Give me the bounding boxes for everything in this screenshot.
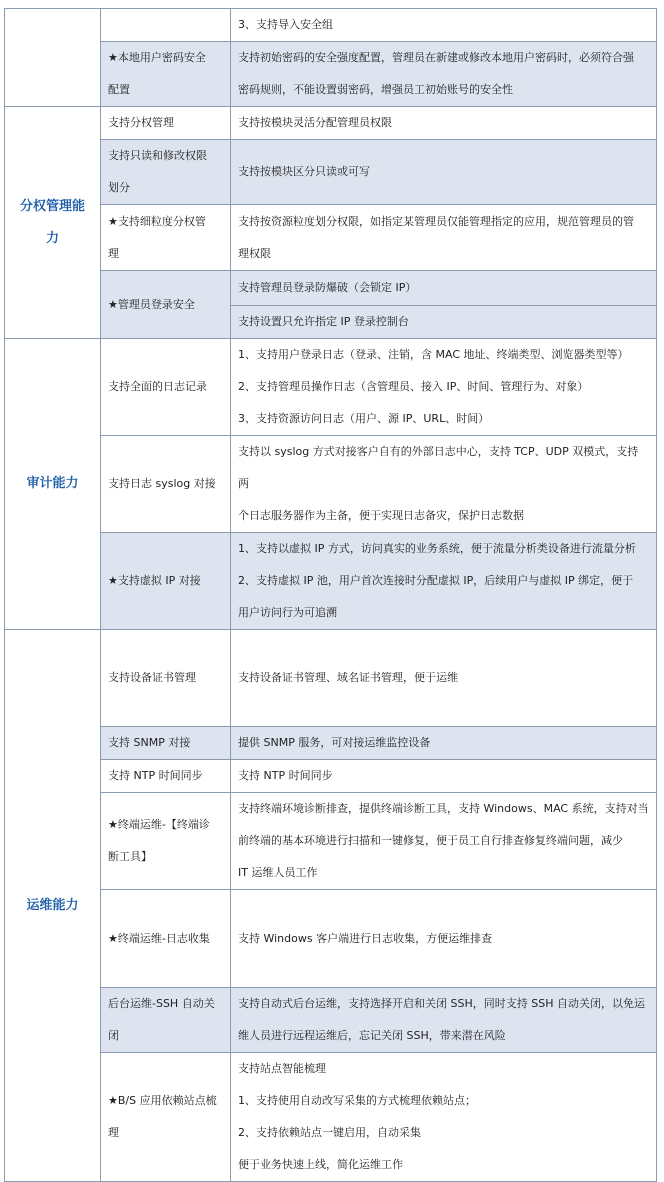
table-row (5, 1053, 657, 1182)
feature-description-line: 密码规则，不能设置弱密码，增强员工初始账号的安全性 (238, 83, 513, 96)
feature-description-line: 2、支持依赖站点一键启用，自动采集 (238, 1126, 421, 1139)
section-category-cell (5, 107, 101, 339)
feature-description-cell (231, 9, 657, 42)
feature-description-line: 1、支持使用自动改写采集的方式梳理依赖站点； (238, 1094, 476, 1107)
feature-name-cell (101, 205, 231, 271)
table-row (5, 42, 657, 107)
feature-name-line: 支持设备证书管理 (108, 671, 196, 684)
feature-description-cell (231, 988, 657, 1053)
feature-description-line: 用户访问行为可追溯 (238, 606, 337, 619)
feature-name-line: 理 (108, 246, 119, 260)
feature-name-line: ★支持虚拟 IP 对接 (108, 574, 201, 587)
feature-description-cell (231, 436, 657, 533)
feature-name-cell (101, 890, 231, 988)
feature-name-cell (101, 42, 231, 107)
section-category-label: 分权管理能 (19, 198, 85, 214)
feature-description-line: 提供 SNMP 服务，可对接运维监控设备 (238, 736, 431, 749)
feature-name-line: ★终端运维-【终端诊 (108, 818, 210, 831)
table-row (5, 271, 657, 306)
feature-description-line: 支持站点智能梳理 (238, 1062, 326, 1075)
feature-description-line: 支持初始密码的安全强度配置，管理员在新建或修改本地用户密码时，必须符合强 (238, 51, 634, 64)
table-row (5, 339, 657, 436)
feature-name-cell (101, 436, 231, 533)
feature-name-line: 支持全面的日志记录 (108, 380, 207, 393)
feature-description-cell (231, 339, 657, 436)
feature-description-cell (231, 140, 657, 205)
feature-description-line: 支持按模块区分只读或可写 (238, 165, 370, 178)
feature-description-cell (231, 205, 657, 271)
feature-description-line: 个日志服务器作为主备，便于实现日志备灾，保护日志数据 (238, 509, 524, 522)
feature-description-line: 支持设置只允许指定 IP 登录控制台 (238, 315, 409, 328)
feature-description-cell (231, 42, 657, 107)
feature-description-line: 支持 NTP 时间同步 (238, 769, 333, 782)
table-row (5, 630, 657, 727)
feature-name-line: 支持只读和修改权限 (108, 149, 207, 162)
feature-name-line: 后台运维-SSH 自动关 (108, 997, 215, 1010)
feature-description-line: 支持终端环境诊断排查，提供终端诊断工具，支持 Windows、MAC 系统，支持对当 (238, 802, 649, 815)
feature-name-line: 支持 SNMP 对接 (108, 736, 191, 749)
feature-description-line: 2、支持管理员操作日志（含管理员、接入 IP、时间、管理行为、对象） (238, 380, 589, 393)
section-category-cell (5, 339, 101, 630)
feature-name-line: ★B/S 应用依赖站点梳 (108, 1094, 217, 1107)
feature-name-cell (101, 793, 231, 890)
feature-description-line: 支持设备证书管理、域名证书管理，便于运维 (238, 671, 458, 684)
table-row (5, 760, 657, 793)
feature-description-line: IT 运维人员工作 (238, 866, 318, 879)
feature-description-line: 理权限 (238, 246, 271, 260)
table-row (5, 793, 657, 890)
feature-description-cell (231, 533, 657, 630)
feature-name-line: 支持分权管理 (108, 116, 174, 129)
table-row (5, 988, 657, 1053)
feature-description-line: 1、支持以虚拟 IP 方式，访问真实的业务系统，便于流量分析类设备进行流量分析 (238, 542, 636, 555)
feature-name-cell (101, 988, 231, 1053)
feature-description-line: 前终端的基本环境进行扫描和一键修复，便于员工自行排查修复终端问题，减少 (238, 834, 623, 847)
feature-description-line: 便于业务快速上线，简化运维工作 (238, 1158, 403, 1171)
feature-name-cell (101, 727, 231, 760)
feature-name-cell (101, 1053, 231, 1182)
feature-description-cell (231, 630, 657, 727)
table-row (5, 533, 657, 630)
feature-description-line: 支持按模块灵活分配管理员权限 (238, 116, 392, 129)
feature-name-line: ★本地用户密码安全 (108, 51, 206, 64)
section-category-label: 力 (45, 230, 59, 246)
feature-name-cell (101, 760, 231, 793)
feature-description-line: 支持 Windows 客户端进行日志收集，方便运维排查 (238, 931, 493, 945)
feature-spec-table (4, 8, 657, 1182)
feature-description-line: 支持以 syslog 方式对接客户自有的外部日志中心，支持 TCP、UDP 双模式，支持两 (238, 445, 639, 490)
feature-name-line: 理 (108, 1126, 119, 1139)
feature-name-line: ★管理员登录安全 (108, 297, 195, 311)
feature-description-cell (231, 890, 657, 988)
table-row (5, 107, 657, 140)
feature-description-line: 支持按资源粒度划分权限，如指定某管理员仅能管理指定的应用，规范管理员的管 (238, 214, 634, 228)
feature-description-line: 2、支持虚拟 IP 池，用户首次连接时分配虚拟 IP，后续用户与虚拟 IP 绑定，便于 (238, 574, 634, 587)
feature-description-cell (231, 793, 657, 890)
table-row (5, 436, 657, 533)
feature-description-cell (231, 107, 657, 140)
feature-name-line: 闭 (108, 1029, 119, 1042)
feature-description-line: 1、支持用户登录日志（登录、注销，含 MAC 地址、终端类型、浏览器类型等） (238, 348, 629, 361)
feature-name-line: ★终端运维-日志收集 (108, 931, 210, 945)
feature-description-cell (231, 306, 657, 339)
feature-name-line: 划分 (108, 181, 130, 194)
feature-name-cell (101, 9, 231, 42)
table-row (5, 9, 657, 42)
feature-description-line: 3、支持导入安全组 (238, 18, 333, 31)
section-category-cell (5, 9, 101, 107)
table-row (5, 140, 657, 205)
section-category-label: 审计能力 (26, 476, 79, 491)
feature-name-cell (101, 140, 231, 205)
feature-description-line: 支持管理员登录防爆破（会锁定 IP） (238, 281, 417, 294)
feature-description-cell (231, 727, 657, 760)
feature-description-cell (231, 1053, 657, 1182)
feature-description-cell (231, 271, 657, 306)
table-row (5, 727, 657, 760)
feature-description-line: 支持自动式后台运维，支持选择开启和关闭 SSH，同时支持 SSH 自动关闭，以免运 (238, 997, 645, 1010)
feature-name-line: 配置 (108, 83, 130, 96)
feature-name-cell (101, 271, 231, 339)
feature-description-cell (231, 760, 657, 793)
section-category-cell (5, 630, 101, 1182)
feature-name-line: 断工具】 (108, 850, 152, 863)
feature-name-line: 支持 NTP 时间同步 (108, 769, 203, 782)
feature-name-cell (101, 339, 231, 436)
feature-name-cell (101, 533, 231, 630)
feature-name-line: ★支持细粒度分权管 (108, 214, 206, 228)
top-cropped-heading (0, 0, 664, 8)
feature-description-line: 3、支持资源访问日志（用户、源 IP、URL、时间） (238, 412, 490, 425)
feature-name-cell (101, 107, 231, 140)
feature-description-line: 维人员进行远程运维后，忘记关闭 SSH，带来潜在风险 (238, 1029, 506, 1042)
section-category-label: 运维能力 (26, 897, 79, 913)
feature-name-line: 支持日志 syslog 对接 (108, 477, 216, 490)
table-row (5, 890, 657, 988)
table-row (5, 205, 657, 271)
feature-name-cell (101, 630, 231, 727)
